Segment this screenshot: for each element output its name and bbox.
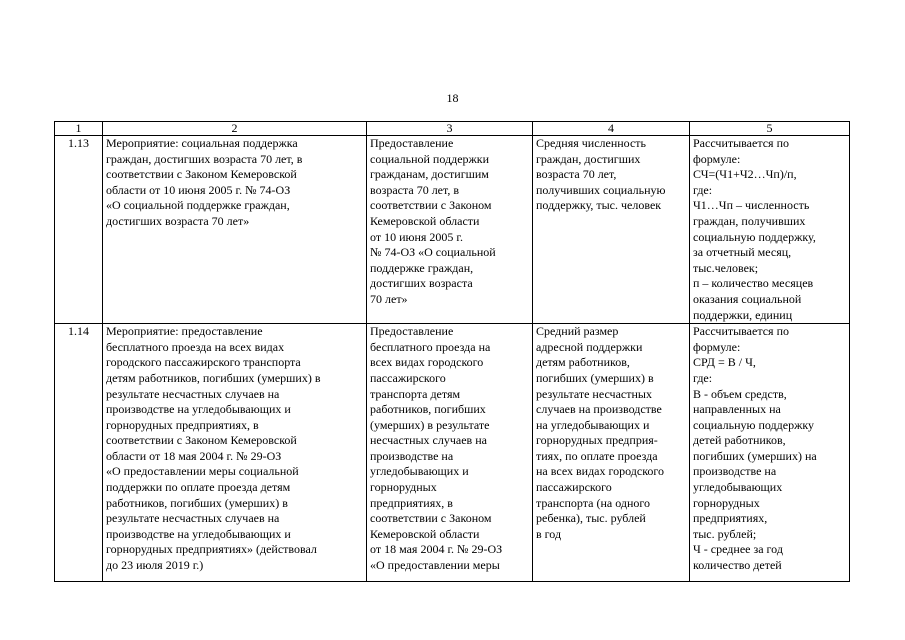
cell-text-line: ребенка), тыс. рублей <box>536 511 646 526</box>
cell-text-line: области от 10 июня 2005 г. № 74-ОЗ <box>106 182 291 197</box>
cell-text-line: соответствии с Законом Кемеровской <box>106 167 297 182</box>
cell-text-line: соответствии с Законом Кемеровской <box>106 433 297 448</box>
cell-text-line: за отчетный месяц, <box>693 245 792 260</box>
cell-text-line: Ч - среднее за год <box>693 542 783 557</box>
cell-text-line: количество детей <box>693 558 782 573</box>
cell-text-line: производстве на <box>370 448 454 463</box>
cell-text-line: результате несчастных случаев на <box>106 511 280 526</box>
row-number: 1.14 <box>55 324 103 582</box>
cell-text-line: предприятиях, в <box>370 495 453 510</box>
cell-text-line: от 18 мая 2004 г. № 29-ОЗ <box>370 542 503 557</box>
cell-text-line: Предоставление <box>370 324 454 339</box>
cell-text-line: транспорта детям <box>370 386 461 401</box>
cell-text-line: формуле: <box>693 339 741 354</box>
support-description <box>367 324 533 582</box>
cell-text-line: адресной поддержки <box>536 339 643 354</box>
page-number: 18 <box>446 91 459 105</box>
cell-text-line: Ч1…Чп – численность <box>693 198 810 213</box>
column-header-4: 4 <box>533 122 690 136</box>
cell-text-line: несчастных случаев на <box>370 433 487 448</box>
cell-text-line: «О социальной поддержке граждан, <box>106 198 290 213</box>
cell-text-line: пассажирского <box>536 480 612 495</box>
cell-text-line: горнорудных предприятиях» (действовал <box>106 542 317 557</box>
cell-text-line: производстве на угледобывающих и <box>106 402 291 417</box>
cell-text-line: Рассчитывается по <box>693 324 789 339</box>
cell-text-line: СРД = В / Ч, <box>693 355 756 370</box>
cell-text-line: граждан, получивших <box>693 213 806 228</box>
cell-text-line: детям работников, <box>536 355 630 370</box>
cell-text-line: Кемеровской области <box>370 526 480 541</box>
cell-text-line: угледобывающих и <box>370 464 469 479</box>
cell-text-line: пассажирского <box>370 370 446 385</box>
cell-text-line: работников, погибших <box>370 402 486 417</box>
measure-description <box>103 324 367 582</box>
cell-text-line: получивших социальную <box>536 182 666 197</box>
support-description <box>367 136 533 324</box>
cell-text-line: результате несчастных <box>536 386 652 401</box>
cell-text-line: Кемеровской области <box>370 213 480 228</box>
measures-table <box>54 121 850 582</box>
cell-text-line: горнорудных предприятиях, в <box>106 417 259 432</box>
cell-text-line: поддержке граждан, <box>370 260 474 275</box>
table-row <box>55 136 850 324</box>
cell-text-line: погибших (умерших) на <box>693 448 817 463</box>
cell-text-line: транспорта (на одного <box>536 495 650 510</box>
cell-text-line: в год <box>536 526 562 541</box>
cell-text-line: на всех видах городского <box>536 464 665 479</box>
cell-text-line: случаев на производстве <box>536 402 662 417</box>
cell-text-line: Мероприятие: социальная поддержка <box>106 136 298 150</box>
cell-text-line: соответствии с Законом <box>370 198 492 213</box>
cell-text-line: тыс.человек; <box>693 260 759 275</box>
calculation-method <box>690 324 850 582</box>
cell-text-line: от 10 июня 2005 г. <box>370 229 463 244</box>
cell-text-line: горнорудных предприя- <box>536 433 658 448</box>
indicator-name <box>533 324 690 582</box>
cell-text-line: Средняя численность <box>536 136 647 150</box>
cell-text-line: формуле: <box>693 151 741 166</box>
cell-text-line: городского пассажирского транспорта <box>106 355 301 370</box>
cell-text-line: возраста 70 лет, в <box>370 182 460 197</box>
cell-text-line: производстве на угледобывающих и <box>106 526 291 541</box>
cell-text-line: бесплатного проезда на всех видах <box>106 339 285 354</box>
cell-text-line: социальную поддержку <box>693 417 815 432</box>
cell-text-line: «О предоставлении меры социальной <box>106 464 299 479</box>
cell-text-line: погибших (умерших) в <box>536 370 654 385</box>
cell-text-line: достигших возраста 70 лет» <box>106 213 250 228</box>
cell-text-line: социальную поддержку, <box>693 229 816 244</box>
cell-text-line: угледобывающих <box>693 480 783 495</box>
cell-text-line: направленных на <box>693 402 781 417</box>
cell-text-line: (умерших) в результате <box>370 417 490 432</box>
cell-text-line: области от 18 мая 2004 г. № 29-ОЗ <box>106 448 282 463</box>
cell-text-line: Предоставление <box>370 136 454 150</box>
calculation-method <box>690 136 850 324</box>
cell-text-line: производстве на <box>693 464 777 479</box>
measure-description <box>103 136 367 324</box>
cell-text-line: № 74-ОЗ «О социальной <box>370 245 496 260</box>
cell-text-line: соответствии с Законом <box>370 511 492 526</box>
cell-text-line: детей работников, <box>693 433 786 448</box>
column-header-1: 1 <box>55 122 103 136</box>
cell-text-line: Средний размер <box>536 324 619 339</box>
cell-text-line: горнорудных <box>370 480 437 495</box>
cell-text-line: граждан, достигших <box>536 151 641 166</box>
table-row <box>55 324 850 582</box>
cell-text-line: Мероприятие: предоставление <box>106 324 263 339</box>
cell-text-line: возраста 70 лет, <box>536 167 617 182</box>
cell-text-line: детям работников, погибших (умерших) в <box>106 370 321 385</box>
cell-text-line: поддержки по оплате проезда детям <box>106 480 291 495</box>
cell-text-line: где: <box>693 182 713 197</box>
cell-text-line: достигших возраста <box>370 276 473 291</box>
cell-text-line: Рассчитывается по <box>693 136 789 150</box>
cell-text-line: до 23 июля 2019 г.) <box>106 558 204 573</box>
cell-text-line: гражданам, достигшим <box>370 167 489 182</box>
cell-text-line: тиях, по оплате проезда <box>536 448 658 463</box>
cell-text-line: горнорудных <box>693 495 760 510</box>
column-header-3: 3 <box>367 122 533 136</box>
cell-text-line: на угледобывающих и <box>536 417 650 432</box>
cell-text-line: «О предоставлении меры <box>370 558 500 573</box>
cell-text-line: работников, погибших (умерших) в <box>106 495 288 510</box>
cell-text-line: предприятиях, <box>693 511 768 526</box>
indicator-name <box>533 136 690 324</box>
cell-text-line: п – количество месяцев <box>693 276 814 291</box>
column-header-5: 5 <box>690 122 850 136</box>
table-header-row <box>55 122 850 136</box>
row-number: 1.13 <box>55 136 103 324</box>
cell-text-line: результате несчастных случаев на <box>106 386 280 401</box>
cell-text-line: 70 лет» <box>370 291 408 306</box>
cell-text-line: СЧ=(Ч1+Ч2…Чп)/п, <box>693 167 797 182</box>
cell-text-line: поддержки, единиц <box>693 307 793 322</box>
cell-text-line: где: <box>693 370 713 385</box>
cell-text-line: тыс. рублей; <box>693 526 757 541</box>
cell-text-line: социальной поддержки <box>370 151 490 166</box>
cell-text-line: оказания социальной <box>693 291 802 306</box>
cell-text-line: бесплатного проезда на <box>370 339 491 354</box>
cell-text-line: В - объем средств, <box>693 386 787 401</box>
cell-text-line: всех видах городского <box>370 355 484 370</box>
cell-text-line: поддержку, тыс. человек <box>536 198 662 213</box>
cell-text-line: граждан, достигших возраста 70 лет, в <box>106 151 303 166</box>
column-header-2: 2 <box>103 122 367 136</box>
